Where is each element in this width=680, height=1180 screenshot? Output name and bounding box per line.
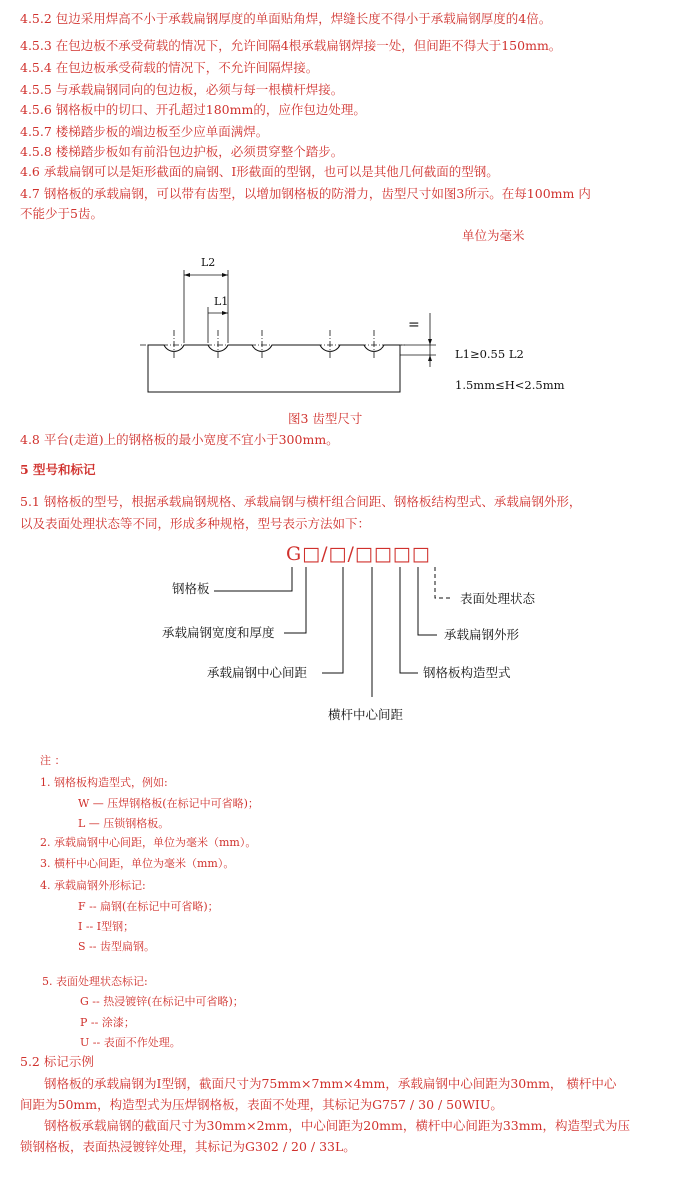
note-4-s: S -- 齿型扁钢。 <box>78 940 155 953</box>
formula-h: 1.5mm≤H<2.5mm <box>455 378 565 392</box>
clause-52-line4: 锁钢格板，表面热浸镀锌处理，其标记为G302 / 20 / 33L。 <box>20 1139 356 1154</box>
clause-51-line2: 以及表面处理状态等不同，形成多种规格，型号表示方法如下： <box>20 516 371 531</box>
clause-52-line1: 钢格板的承载扁钢为I型钢，截面尺寸为75mm×7mm×4mm，承载扁钢中心间距为30mm， 横杆中心 <box>44 1076 617 1091</box>
note-1: 1. 钢格板构造型式，例如: <box>40 776 168 789</box>
model-code: G□/□/□□□□ <box>286 543 431 565</box>
label-surface: 表面处理状态 <box>460 591 536 606</box>
label-width-thickness: 承载扁钢宽度和厚度 <box>162 625 275 640</box>
label-plate: 钢格板 <box>172 581 210 596</box>
note-3: 3. 横杆中心间距，单位为毫米（mm）。 <box>40 857 235 870</box>
formula-l1-l2: L1≥0.55 L2 <box>455 347 524 361</box>
clause-52-line3: 钢格板承载扁钢的截面尺寸为30mm×2mm，中心间距为20mm，横杆中心间距为33mm，构造型式为压 <box>44 1118 630 1133</box>
section5-title: 5 型号和标记 <box>20 462 96 477</box>
label-shape: 承载扁钢外形 <box>444 627 520 642</box>
note-1-w: W — 压焊钢格板(在标记中可省略)； <box>78 797 259 810</box>
clause-48: 4.8 平台(走道)上的钢格板的最小宽度不宜小于300mm。 <box>20 432 339 447</box>
clause-458: 4.5.8 楼梯踏步板如有前沿包边护板，必须贯穿整个踏步。 <box>20 144 344 159</box>
clause-453: 4.5.3 在包边板不承受荷载的情况下，允许间隔4根承载扁钢焊接一处，但间距不得大于150mm。 <box>20 38 562 53</box>
label-bar-spacing: 承载扁钢中心间距 <box>207 665 308 680</box>
note-4: 4. 承载扁钢外形标记: <box>40 879 146 892</box>
clause-46: 4.6 承载扁钢可以是矩形截面的扁钢、I形截面的型钢，也可以是其他几何截面的型钢。 <box>20 164 499 179</box>
clause-454: 4.5.4 在包边板承受荷载的情况下，不允许间隔焊接。 <box>20 60 319 75</box>
clause-52-title: 5.2 标记示例 <box>20 1054 94 1069</box>
label-l2: L2 <box>201 256 216 269</box>
clause-457: 4.5.7 楼梯踏步板的端边板至少应单面满焊。 <box>20 124 269 139</box>
figure3-caption: 图3 齿型尺寸 <box>288 411 363 426</box>
clause-456: 4.5.6 钢格板中的切口、开孔超过180mm的，应作包边处理。 <box>20 102 366 117</box>
label-l1: L1 <box>214 295 229 308</box>
label-equal: = <box>408 317 420 333</box>
note-5-g: G -- 热浸镀锌(在标记中可省略)； <box>80 995 244 1008</box>
notes-title: 注 ： <box>40 754 66 767</box>
tooth-profile-figure <box>0 245 680 425</box>
label-structure: 钢格板构造型式 <box>423 665 511 680</box>
clause-51-line1: 5.1 钢格板的型号，根据承载扁钢规格、承载扁钢与横杆组合间距、钢格板结构型式、承载扁钢外形， <box>20 494 582 509</box>
clause-47: 4.7 钢格板的承载扁钢，可以带有齿型，以增加钢格板的防滑力，齿型尺寸如图3所示。在每100mm 内 <box>20 186 591 201</box>
note-5-p: P -- 涂漆； <box>80 1016 135 1029</box>
note-4-f: F -- 扁钢(在标记中可省略)； <box>78 900 219 913</box>
note-5: 5. 表面处理状态标记: <box>42 975 148 988</box>
label-cross-spacing: 横杆中心间距 <box>328 707 404 722</box>
note-5-u: U -- 表面不作处理。 <box>80 1036 181 1049</box>
note-1-l: L — 压锁钢格板。 <box>78 817 170 830</box>
clause-52-line2: 间距为50mm，构造型式为压焊钢格板，表面不处理，其标记为G757 / 30 / 50WIU。 <box>20 1097 503 1112</box>
unit-note: 单位为毫米 <box>462 228 525 243</box>
clause-452: 4.5.2 包边采用焊高不小于承载扁钢厚度的单面贴角焊，焊缝长度不得小于承载扁钢厚度的4倍。 <box>20 11 552 26</box>
note-2: 2. 承载扁钢中心间距，单位为毫米（mm）。 <box>40 836 257 849</box>
note-4-i: I -- I型钢； <box>78 920 135 933</box>
clause-455: 4.5.5 与承载扁钢同向的包边板，必须与每一根横杆焊接。 <box>20 82 344 97</box>
clause-47-cont: 不能少于5齿。 <box>20 206 103 221</box>
